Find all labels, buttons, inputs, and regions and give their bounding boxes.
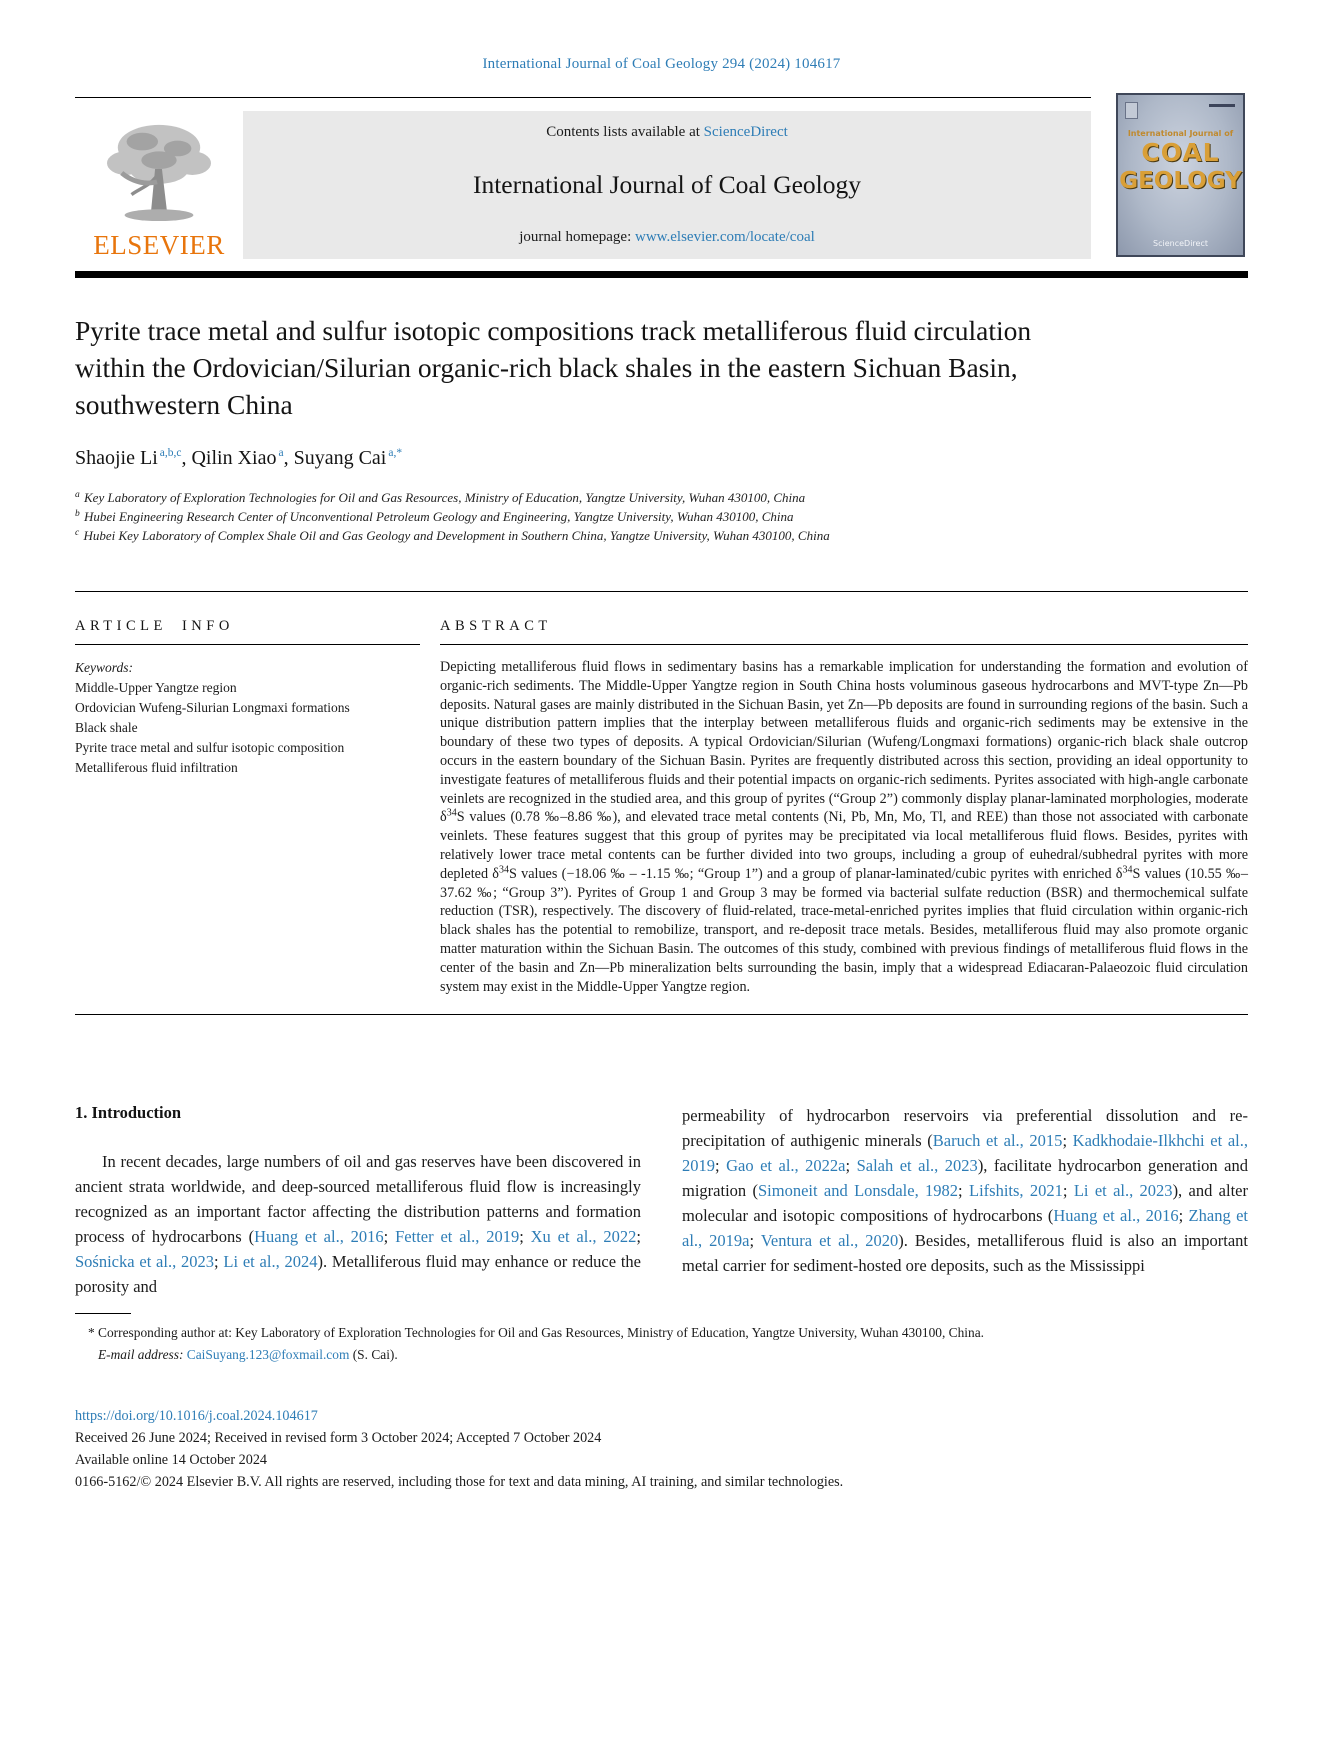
copyright-line: 0166-5162/© 2024 Elsevier B.V. All rights are reserved, including those for text and data mining, AI training, and similar technologies. xyxy=(75,1474,844,1491)
citation-link[interactable]: Zhang et al., 2019a xyxy=(682,1206,1248,1251)
elsevier-tree-icon xyxy=(100,120,218,229)
journal-citation-header: International Journal of Coal Geology 294 (2024) 104617 xyxy=(482,56,841,72)
citation-link[interactable]: Baruch et al., 2015 xyxy=(932,1131,1063,1151)
citation-link[interactable]: Li et al., 2024 xyxy=(223,1252,318,1272)
email-link[interactable]: CaiSuyang.123@foxmail.com xyxy=(186,1347,350,1363)
elsevier-logo[interactable] xyxy=(75,111,243,259)
citation-link[interactable]: Xu et al., 2022 xyxy=(530,1227,637,1247)
publication-footer xyxy=(75,1405,1248,1493)
author-affiliation-marks[interactable]: a,b,c xyxy=(159,447,182,460)
body-column-right xyxy=(682,1103,1248,1299)
abstract-rule xyxy=(440,644,1248,645)
contents-line xyxy=(253,124,1081,141)
abstract-bottom-divider xyxy=(75,1014,1248,1015)
email-line xyxy=(75,1345,1248,1365)
abstract-heading: ABSTRACT xyxy=(440,618,552,634)
cover-title-line2: GEOLOGY xyxy=(1119,168,1242,194)
citation-link[interactable]: Salah et al., 2023 xyxy=(856,1156,978,1176)
contents-prefix: Contents lists available at xyxy=(546,124,704,140)
cover-elsevier-mark-icon xyxy=(1125,102,1138,119)
email-label: E-mail address: xyxy=(98,1347,184,1363)
citation-link[interactable]: Lifshits, 2021 xyxy=(968,1181,1063,1201)
affiliation: $^b$ Hubei Engineering Research Center of Unconventional Petroleum Geology and Engineering, Yangtze University, Wuhan 430100, China xyxy=(75,508,794,524)
available-online: Available online 14 October 2024 xyxy=(75,1452,268,1469)
homepage-prefix: journal homepage: xyxy=(519,229,635,245)
homepage-line xyxy=(253,229,1081,246)
abstract-column xyxy=(440,618,1248,996)
info-abstract-section xyxy=(75,618,1248,996)
citation-link[interactable]: Huang et al., 2016 xyxy=(1053,1206,1179,1226)
keyword-item: Ordovician Wufeng-Silurian Longmaxi formations xyxy=(75,700,350,715)
email-suffix: (S. Cai). xyxy=(349,1347,398,1363)
cover-issn-mark xyxy=(1209,104,1235,107)
article-title: Pyrite trace metal and sulfur isotopic compositions track metalliferous fluid circulation within the Ordovician/Silurian organic-rich black shales in the eastern Sichuan Basin, southwestern China xyxy=(75,315,1032,420)
doi-link[interactable]: https://doi.org/10.1016/j.coal.2024.104617 xyxy=(75,1408,318,1425)
received-dates: Received 26 June 2024; Received in revised form 3 October 2024; Accepted 7 October 2024 xyxy=(75,1430,602,1447)
author-affiliation-marks[interactable]: a xyxy=(278,447,284,460)
body-text xyxy=(75,1103,1248,1299)
keyword-item: Middle-Upper Yangtze region xyxy=(75,680,237,695)
footnote-block xyxy=(75,1313,1248,1365)
cover-title-line1: COAL xyxy=(1141,138,1220,167)
footnote-rule xyxy=(75,1313,131,1314)
citation-link[interactable]: Gao et al., 2022a xyxy=(726,1156,846,1176)
citation-link[interactable]: Ventura et al., 2020 xyxy=(760,1231,899,1251)
keywords-label: Keywords: xyxy=(75,660,133,675)
cover-sciencedirect-label: ScienceDirect xyxy=(1153,239,1208,248)
keyword-item: Metalliferous fluid infiltration xyxy=(75,760,238,775)
keyword-item: Pyrite trace metal and sulfur isotopic composition xyxy=(75,740,345,755)
section-divider xyxy=(75,591,1248,592)
author-name: Qilin Xiao xyxy=(191,447,277,469)
keyword-item: Black shale xyxy=(75,720,138,735)
corresponding-author-note: * Corresponding author at: Key Laboratory of Exploration Technologies for Oil and Gas Resources, Ministry of Education, Yangtze University, Wuhan 430100, China. xyxy=(88,1325,985,1341)
homepage-link[interactable]: www.elsevier.com/locate/coal xyxy=(635,229,815,245)
body-column-left xyxy=(75,1103,641,1299)
author-name: Suyang Cai xyxy=(293,447,387,469)
elsevier-wordmark: ELSEVIER xyxy=(93,230,225,260)
keyword-list xyxy=(75,678,420,778)
citation-link[interactable]: Sośnicka et al., 2023 xyxy=(75,1252,215,1272)
article-info-heading: ARTICLE INFO xyxy=(75,618,234,634)
author-list: Shaojie Li $^{a,b,c}$, Qilin Xiao $^a$, Suyang Cai $^{a,*}$ xyxy=(75,447,403,469)
affiliation: $^c$ Hubei Key Laboratory of Complex Shale Oil and Gas Geology and Development in Southern China, Yangtze University, Wuhan 430100, China xyxy=(75,527,830,543)
citation-link[interactable]: Kadkhodaie-Ilkhchi et al., 2019 xyxy=(682,1131,1248,1176)
citation-link[interactable]: Li et al., 2023 xyxy=(1073,1181,1173,1201)
cover-series-line: International Journal of xyxy=(1127,129,1234,138)
masthead-left xyxy=(75,97,1091,259)
introduction-paragraph-right: permeability of hydrocarbon reservoirs via preferential dissolution and re-precipitation of authigenic minerals (Baruch et al., 2015; Kadkhodaie-Ilkhchi et al., 2019; Gao et al., 2022a; Salah et al., 2023), facilitate hydrocarbon generation and migration (Simoneit and Lonsdale, 1982; Lifshits, 2021; Li et al., 2023), and alter molecular and isotopic compositions of hydrocarbons (Huang et al., 2016; Zhang et al., 2019a; Ventura et al., 2020). Besides, metalliferous fluid is also an important metal carrier for sediment-hosted ore deposits, such as the Mississippi xyxy=(682,1106,1248,1276)
article-info-column xyxy=(75,618,420,996)
journal-title: International Journal of Coal Geology xyxy=(472,170,862,199)
journal-banner xyxy=(243,111,1091,259)
journal-cover-thumbnail[interactable] xyxy=(1116,93,1245,257)
article-info-rule xyxy=(75,644,420,645)
introduction-heading: 1. Introduction xyxy=(75,1103,182,1123)
header-divider-bar xyxy=(75,271,1248,278)
abstract-text: Depicting metalliferous fluid flows in sedimentary basins has a remarkable implication for understanding the formation and evolution of organic-rich sediments. The Middle-Upper Yangtze region in South China hosts voluminous gaseous hydrocarbons and MVT-type Zn—Pb deposits. Natural gases are mainly distributed in the Sichuan Basin, yet Zn—Pb deposits are found in surrounding regions of the basin. Such a unique distribution pattern implies that the interplay between metalliferous fluids and organic-rich sediments may be extensive in the boundary of these two types of deposits. A typical Ordovician/Silurian (Wufeng/Longmaxi formations) organic-rich black shale outcrop occurs in the eastern boundary of the Sichuan Basin. Pyrites are frequently distributed across this section, providing an ideal opportunity to investigate features of metalliferous fluids and their potential impacts on organic-rich sediments. Pyrites associated with high-angle carbonate veinlets are recognized in the studied area, and this group of pyrites (“Group 2”) commonly display planar-laminated morphologies, moderate $\delta^{34}S$ values (0.78 ‰–8.86 ‰), and elevated trace metal contents (Ni, Pb, Mn, Mo, Tl, and REE) than those not associated with carbonate veinlets. These features suggest that this group of pyrites may be precipitated via local metalliferous fluid flows. Besides, pyrites with relatively lower trace metal contents can be further divided into two groups, including a group of euhedral/subhedral pyrites with more depleted $\delta^{34}S$ values (−18.06 ‰ – -1.15 ‰; “Group 1”) and a group of planar-laminated/cubic pyrites with enriched $\delta^{34}S$ values (10.55 ‰–37.62 ‰; “Group 3”). Pyrites of Group 1 and Group 3 may be formed via bacterial sulfate reduction (BSR) and thermochemical sulfate reduction (TSR), respectively. The discovery of fluid-related, trace-metal-enriched pyrites implies that fluid circulation within organic-rich black shales has the potential to remobilize, transport, and re-deposit trace metals. Besides, metalliferous fluid may also promote organic matter maturation within the Sichuan Basin. The outcomes of this study, combined with previous findings of metalliferous fluid flows in the center of the basin and Zn—Pb mineralization belts surrounding the basin, imply that a widespread Ediacaran-Palaeozoic fluid circulation system may exist in the Middle-Upper Yangtze region. xyxy=(440,659,1248,995)
author-name: Shaojie Li xyxy=(75,447,158,469)
sciencedirect-link[interactable]: ScienceDirect xyxy=(703,124,788,140)
citation-link[interactable]: Fetter et al., 2019 xyxy=(395,1227,520,1247)
masthead xyxy=(75,97,1248,259)
affiliation-list xyxy=(75,488,1248,545)
author-affiliation-marks[interactable]: a,* xyxy=(388,447,403,460)
introduction-paragraph-left: In recent decades, large numbers of oil and gas reserves have been discovered in ancient strata worldwide, and deep-sourced metalliferous fluid flow is increasingly recognized as an important factor affecting the distribution patterns and formation process of hydrocarbons (Huang et al., 2016; Fetter et al., 2019; Xu et al., 2022; Sośnicka et al., 2023; Li et al., 2024). Metalliferous fluid may enhance or reduce the porosity and xyxy=(75,1152,642,1297)
citation-link[interactable]: Simoneit and Lonsdale, 1982 xyxy=(758,1181,959,1201)
citation-link[interactable]: Huang et al., 2016 xyxy=(254,1227,384,1247)
affiliation: $^a$ Key Laboratory of Exploration Technologies for Oil and Gas Resources, Ministry of Education, Yangtze University, Wuhan 430100, China xyxy=(75,489,806,505)
